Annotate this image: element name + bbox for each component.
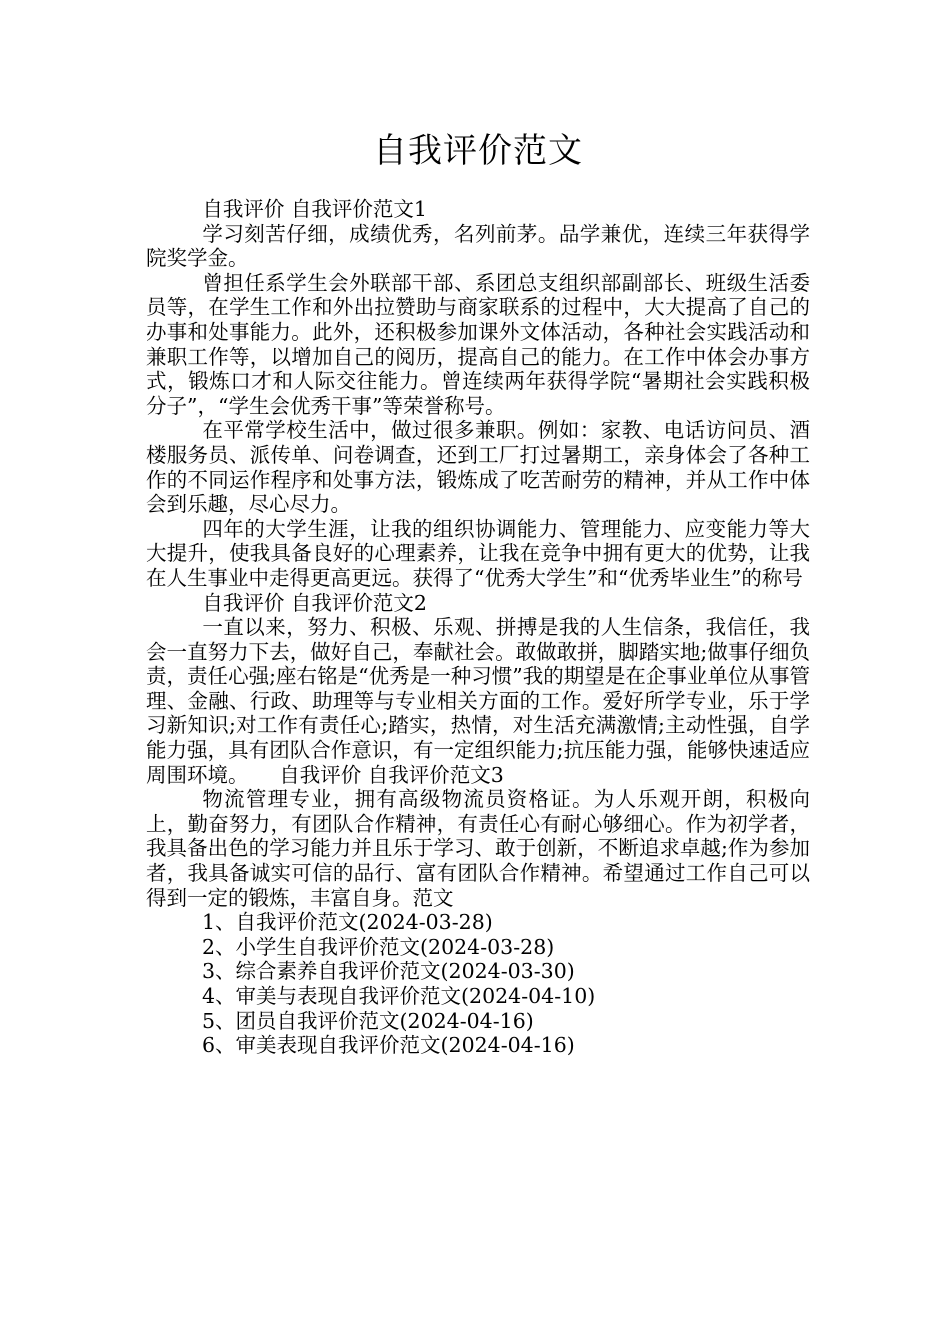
related-article-link[interactable]: 5、团员自我评价范文(2024-04-16) bbox=[202, 1008, 534, 1033]
paragraph-logistics: 物流管理专业，拥有高级物流员资格证。为人乐观开朗，积极向上，勤奋努力，有团队合作精神，有责任心有耐心够细心。作为初学者，我具备出色的学习能力并且乐于学习、敢于创新，不断追求卓越;作为参加者，我具备诚实可信的品行、富有团队合作精神。希望通过工作自己可以得到一定的锻炼，丰富自身。范文 bbox=[146, 787, 810, 910]
document-title: 自我评价范文 bbox=[373, 131, 583, 171]
related-article-link[interactable]: 6、审美表现自我评价范文(2024-04-16) bbox=[202, 1033, 575, 1058]
related-article-link[interactable]: 4、审美与表现自我评价范文(2024-04-10) bbox=[202, 984, 596, 1008]
paragraph-study: 学习刻苦仔细，成绩优秀，名列前茅。品学兼优，连续三年获得学院奖学金。 bbox=[146, 221, 810, 271]
paragraph-part-time: 在平常学校生活中，做过很多兼职。例如：家教、电话访问员、酒楼服务员、派传单、问卷调查，还到工厂打过暑期工，亲身体会了各种工作的不同运作程序和处事方法，锻炼成了吃苦耐劳的精神，并从工作中体会到乐趣，尽心尽力。 bbox=[146, 418, 810, 517]
paragraph-university: 四年的大学生涯，让我的组织协调能力、管理能力、应变能力等大大提升，使我具备良好的心理素养，让我在竞争中拥有更大的优势，让我在人生事业中走得更高更远。获得了“优秀大学生”和“优秀毕业生”的称号 bbox=[146, 516, 810, 590]
related-article-link[interactable]: 2、小学生自我评价范文(2024-03-28) bbox=[202, 934, 555, 959]
related-article-link[interactable]: 1、自我评价范文(2024-03-28) bbox=[202, 910, 493, 935]
paragraph-student-union: 曾担任系学生会外联部干部、系团总支组织部副部长、班级生活委员等，在学生工作和外出拉赞助与商家联系的过程中，大大提高了自己的办事和处事能力。此外，还积极参加课外文体活动，各种社会实践活动和兼职工作等，以增加自己的阅历，提高自己的能力。在工作中体会办事方式，锻炼口才和人际交往能力。曾连续两年获得学院“暑期社会实践积极分子”，“学生会优秀干事”等荣誉称号。 bbox=[146, 270, 810, 418]
section-heading-2: 自我评价 自我评价范文2 bbox=[202, 590, 427, 615]
related-article-link[interactable]: 3、综合素养自我评价范文(2024-03-30) bbox=[202, 959, 575, 984]
paragraph-motto: 一直以来，努力、积极、乐观、拼搏是我的人生信条，我信任，我会一直努力下去，做好自己，奉献社会。敢做敢拼，脚踏实地;做事仔细负责，责任心强;座右铭是“优秀是一种习惯”我的期望是在企事业单位从事管理、金融、行政、助理等与专业相关方面的工作。爱好所学专业，乐于学习新知识;对工作有责任心;踏实，热情，对生活充满激情;主动性强，自学能力强，具有团队合作意识，有一定组织能力;抗压能力强，能够快速适应周围环境。 自我评价 自我评价范文3 bbox=[146, 615, 810, 787]
document-body bbox=[146, 197, 810, 1058]
related-articles-list bbox=[146, 910, 810, 1058]
section-heading-1: 自我评价 自我评价范文1 bbox=[202, 197, 427, 221]
document-page bbox=[146, 0, 810, 1058]
